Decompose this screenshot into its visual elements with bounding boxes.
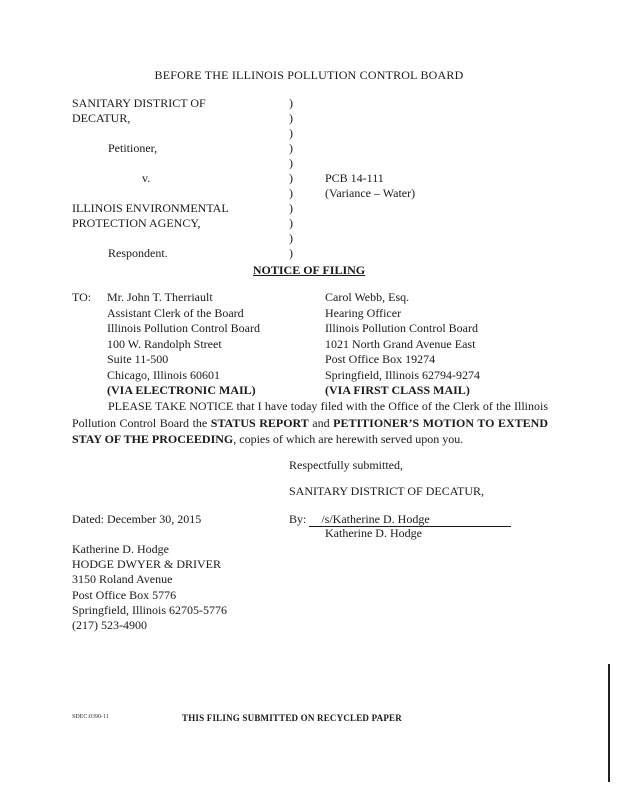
filer-address-1: 3150 Roland Avenue — [72, 572, 173, 587]
recipient-org: Illinois Pollution Control Board — [325, 321, 479, 335]
recipient-title: Assistant Clerk of the Board — [107, 305, 244, 320]
case-type: (Variance – Water) — [325, 186, 416, 200]
filer-firm: HODGE DWYER & DRIVER — [72, 557, 221, 572]
respondent-name-line-2: PROTECTION AGENCY, — [72, 216, 201, 230]
case-caption — [72, 96, 282, 261]
filer-address-2: Post Office Box 5776 — [72, 587, 177, 602]
signature-line — [289, 512, 511, 527]
respondent-role: Respondent. — [108, 246, 168, 260]
recipient-city: Springfield, Illinois 62794-9274 — [325, 367, 480, 382]
paren: ) — [289, 111, 293, 125]
filer-name: Katherine D. Hodge — [72, 542, 169, 556]
recipient-method: (VIA ELECTRONIC MAIL) — [107, 383, 256, 397]
paren: ) — [289, 216, 293, 230]
recipient-method: (VIA FIRST CLASS MAIL) — [325, 383, 470, 397]
scan-edge-mark — [608, 664, 610, 782]
paren: ) — [289, 231, 293, 245]
recipient-clerk — [107, 290, 260, 399]
recipient-address-1: 1021 North Grand Avenue East — [325, 336, 476, 351]
recipient-org: Illinois Pollution Control Board — [107, 321, 261, 335]
e-signature: /s/Katherine D. Hodge — [309, 513, 511, 527]
paren: ) — [289, 246, 293, 260]
respondent-name-line-1: ILLINOIS ENVIRONMENTAL — [72, 201, 229, 215]
notice-title: NOTICE OF FILING — [252, 263, 366, 277]
recipient-title: Hearing Officer — [325, 305, 402, 320]
body-text-2: and — [308, 415, 334, 430]
body-text-1: PLEASE TAKE NOTICE that I have today filed with the Office of the Clerk of the Illinois Pollution Control Board the — [72, 399, 548, 430]
recipient-name: Carol Webb, Esq. — [325, 290, 410, 304]
body-status-report: STATUS REPORT — [210, 415, 309, 430]
recycled-paper-notice: THIS FILING SUBMITTED ON RECYCLED PAPER — [182, 713, 402, 723]
petitioner-name-line-1: SANITARY DISTRICT OF — [72, 96, 206, 110]
caption-parentheses — [289, 96, 293, 261]
signer-name: Katherine D. Hodge — [325, 526, 422, 540]
recipient-address-2: Suite 11-500 — [107, 352, 169, 366]
recipient-address-2: Post Office Box 19274 — [325, 352, 436, 366]
filer-city: Springfield, Illinois 62705-5776 — [72, 602, 227, 617]
board-header: BEFORE THE ILLINOIS POLLUTION CONTROL BOARD — [154, 68, 464, 82]
filer-phone: (217) 523-4900 — [72, 617, 147, 632]
paren: ) — [289, 141, 293, 155]
paren: ) — [289, 171, 293, 185]
filer-contact — [72, 542, 227, 633]
document-id: SDEC:0390-11 — [72, 714, 109, 720]
notice-paragraph — [72, 398, 548, 448]
petitioner-name-line-2: DECATUR, — [72, 111, 131, 125]
paren: ) — [289, 96, 293, 110]
paren: ) — [289, 156, 293, 170]
body-motion-title: PETITIONER’S MOTION TO EXTEND STAY OF THE PROCEEDING — [72, 415, 548, 446]
by-label: By: — [289, 512, 307, 526]
recipient-hearing-officer — [325, 290, 480, 399]
recipient-city: Chicago, Illinois 60601 — [107, 367, 220, 382]
case-number: PCB 14-111 — [325, 171, 384, 185]
signing-party: SANITARY DISTRICT OF DECATUR, — [289, 484, 485, 498]
recipient-name: Mr. John T. Therriault — [107, 290, 213, 304]
to-label: TO: — [72, 290, 92, 304]
versus-label: v. — [142, 171, 151, 185]
petitioner-role: Petitioner, — [108, 141, 158, 155]
closing: Respectfully submitted, — [289, 458, 403, 472]
dated-line: Dated: December 30, 2015 — [72, 512, 202, 526]
body-text-3: , copies of which are herewith served upon you. — [233, 432, 464, 446]
paren: ) — [289, 201, 293, 215]
paren: ) — [289, 186, 293, 200]
paren: ) — [289, 126, 293, 140]
recipient-address-1: 100 W. Randolph Street — [107, 336, 222, 351]
